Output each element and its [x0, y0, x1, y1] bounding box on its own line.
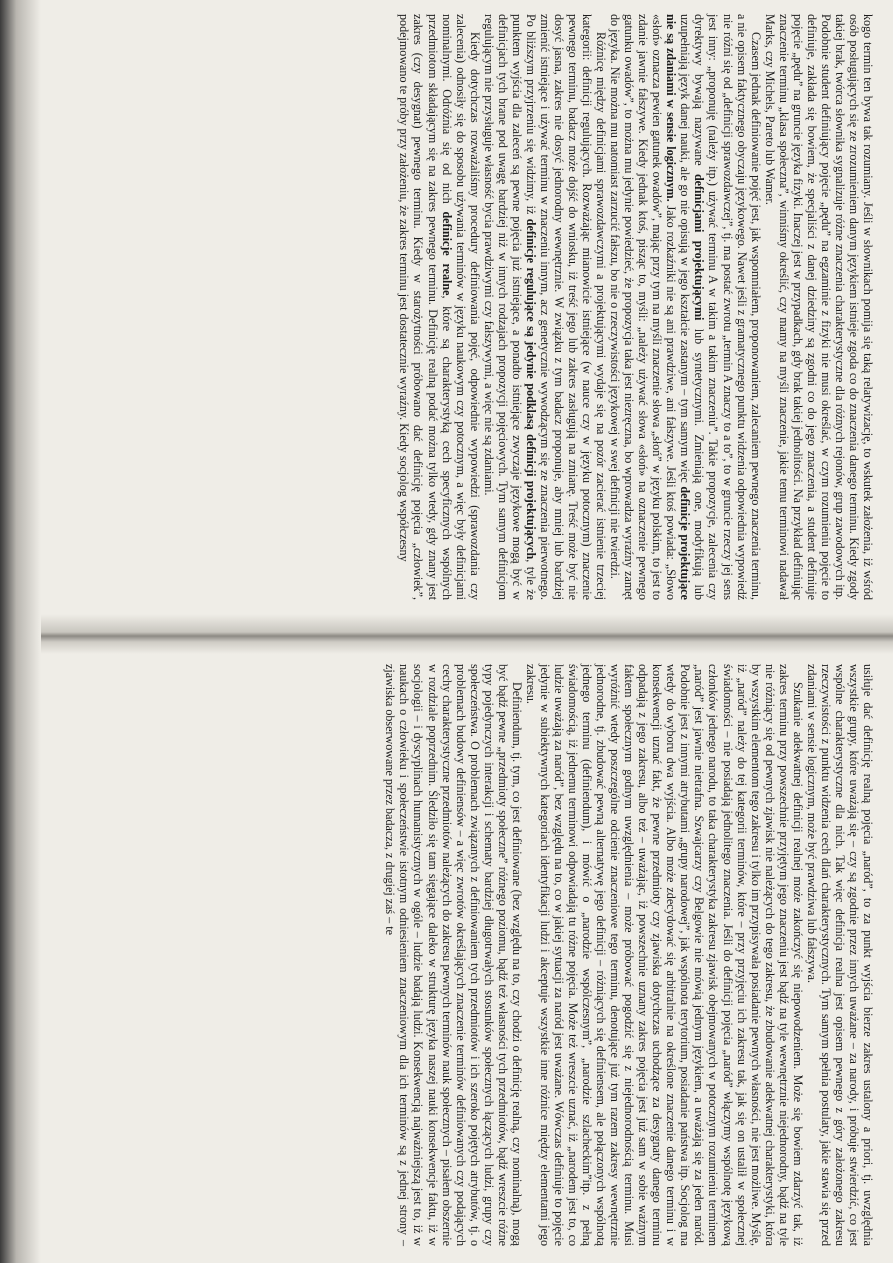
paragraph-text: Szukanie adekwatnej definicji realnej może zakończyć się niepowodzeniem. Może się bowiem zdarzyć tak, iż zakres terminu przy powszechnie przyjętym jego znaczeniu jest bądź na tyle wewnętrznie niejednorodny, bądź na tyle nie różniący się od pewnych zjawisk nie należących do tego zakresu, że zbudowanie adekwatnej charakterystyki, która by wszystkim elementom tego zakresu i tylko im przypisywała posiadanie pewnych własności, nie jest możliwe. Myślę, iż „naród” należy do tej kategorii terminów, które – przy przyjęciu ich zakresu tak, jak się on ustalił w społecznej świadomości – nie posiadają jednolitego znaczenia. Jeśli do definicji pojęcia „naród” włączymy wspólnotę językową członków jednego narodu, to taka charakterystyka zakresu zjawisk obejmowanych w potocznym rozumieniu terminem „naród” jest jawnie nietrafna. Szwajcarzy czy Belgowie nie mówią jednym językiem, a uważają się za jeden naród. Podobnie jest z innymi atrybutami „grupy narodowej”, jak wspólnota terytorium, posiadanie państwa itp. Socjolog ma wtedy do wyboru dwa wyjścia. Albo może zdecydować się arbitralnie na określone znaczenie danego terminu i w konsekwencji uznać fakt, że pewne przedmioty czy zjawiska dotychczas uchodzące za desygnaty danego terminu odpadają z jego zakresu, albo też – uważając, iż powszechnie uznany zakres pojęcia jest już sam w sobie ważnym faktem społecznym godnym uwzględnienia – może próbować pogodzić się z niejednorodnością terminu. Musi wyróżnić wtedy poszczególne odcienie znaczeniowe tego terminu, denotujące już tym razem zakresy wewnętrznie jednorodne, tj. zbudować pewną alternatywę jego definicji – różniących się definiensem, ale połączonych wspólnotą jednego terminu (definiendum), i mówić o „narodzie wspólczesnym”, „narodzie szlacheckim”itp. z pełną świadomością, iż jednemu terminowi odpowiadają tu różne pojęcia. Może też wreszcie uznać, iż „narodem jest to, co ludzie uważają za naród”, bez względu na to, co w jakiej sytuacji za naród jest uważane. Wówczas definiuje to pojęcie jedynie w subiektywnych kategoriach identyfikacji ludzi i akceptuje wszystkie inne różnice między elementami jego zakresu.: [523, 664, 805, 1246]
paragraph-text: , które są charakterystyką cech specyficznych wspólnych przedmiotom składającym się na zakres pewnego terminu. Definicję realną podać można tylko wtedy, gdy znany jest zakres (czy desygnat) pewnego terminu. Kiedy w starożytności próbowano dać definicję pojęcia „człowiek”, podejmowano te próby przy założeniu, że zakres terminu jest dostatecznie wyraźny. Kiedy socjolog współczesny: [397, 14, 454, 600]
paragraph-text: kogo termin ten bywa tak rozumiany. Jeśli w słownikach pomija się taką relatywizację, to wskutek założenia, iż wśród osób posługujących się ze zrozumieniem danym językiem istnieje zgoda co do znaczenia danego terminu. Kiedy zgody takiej brak, twórca słownika sygnalizuje różne znaczenia charakterystyczne dla różnych rejonów, grup zawodowych itp. Podobnie student definiujący pojęcie „pędu” na egzaminie z fizyki nie musi określać, w czym rozumieniu pojęcie to definiuje, zakłada się bowiem, że specjaliści z danej dziedziny są zgodni co do jego znaczenia, a student definiuje pojęcie „pędu” na gruncie języka fizyki. Inaczej jest w przypadkach, gdy brak takiej jednolitości. Na przykład definiując znaczenie terminu „klasa społeczna”, winniśmy określić, czy mamy na myśli znaczenie, jakie temu terminowi nadawał Marks, czy Michels, Pareto lub Wamer.: [762, 14, 875, 600]
bold-term: definicjami projektującymi: [692, 173, 707, 321]
paragraph-text: Definiendum, tj. tym, co jest definiowane (bez względu na to, czy chodzi o definicję realną, czy nominalną), mogą być bądź pewne „przedmioty społeczne” różnego poziomu, bądź też własności tych przedmiotów, bądź wreszcie różne typy pojedynczych interakcji i schematy bardziej długotrwałych stosunków społecznych łączących ludzi, grupy czy społeczeństwa. O problemach związanych z definiowaniem tych przedmiotów i ich szeroko pojętych atrybutów, tj. o problemach budowy definiensów – a więc zwrotów określających znaczenie terminów definiowanych czy podających cechy charakterystyczne przedmiotów należących do zakresu pewnych terminów nauk społecznych – pisałem obszernie w rozdziale poprzednim. Śledziło się tam sięgające daleko w strukturę języka naszej nauki konsekwencje faktu, iż w socjologii – i dyscyplinach humanistycznych w ogóle – ludzie badają ludzi. Konsekwencją najważniejszą jest to, iż w naukach o człowieku i społeczeństwie istotnym odniesieniem znaczeniowym dla ich terminów są z jednej strony – zjawiska obserwowane przez badacza, z drugiej zaś – te: [383, 664, 524, 1246]
left-page-paragraph: [608, 14, 763, 600]
right-page-paragraph: [524, 664, 805, 1246]
paragraph-text: , tyle że punktem wyjścia dla zaleceń są pewne pojęcia już istniejące, a ponadto istniejące zwyczaje językowe mogą być w definicjach tych brane pod uwagę bardziej niż w innych rodzajach propozycji pojęciowych. Tym samym definicjom regulującym nie przysługuje własność bycia prawdziwymi czy fałszywymi, a więc nie są zdaniami.: [481, 14, 538, 600]
paragraph-text: Czasem jednak definiowanie pojęć jest, jak wspomniałem, proponowaniem, zalecaniem pewnego znaczenia terminu, a nie opisem faktycznego obyczaju językowego. Nawet jeśli z gramatycznego punktu widzenia odpowiednia wypowiedź nie różni się od „definicji sprawozdawczej”, tj. ma postać zwrotu „termin A znaczy to a to”, to w gruncie rzeczy jej sens jest inny: „proponuję (należy itp.) używać terminu A w takim a takim znaczeniu”. Takie propozycje, zalecenia czy dyrektywy bywają nazywane: [692, 14, 763, 600]
right-page: [45, 650, 875, 1252]
left-page-paragraph: [482, 14, 608, 600]
bold-term: definicje regulujące są jedynie podklasą definicji projektujących: [523, 218, 538, 560]
left-page: [45, 8, 875, 616]
paragraph-text: usiłuje dać definicję realną pojęcia „naród”, to za punkt wyjścia bierze zakres ustalony a priori, tj. uwzględnia wszystkie grupy, które uważają się – czy są zgodnie przez innych uważane – za narody, i próbuje stwierdzić, co jest wspólne charakterystyczne dla nich. Tak więc definicja realna jest opisem pewnego z góry założonego zakresu rzeczywistości z punktu widzenia cech dlań charakterystycznych. Tym samym spełnia postulaty, jakie stawia się przed zdaniami w sensie logicznym, może być prawdziwa lub fałszywa.: [804, 664, 875, 1246]
paragraph-text: Różnicę między definicjami sprawozdawczymi a projektującymi wydaje się na pozór zacierać istnienie trzeciej kategorii: definicji regulujących. Rozważając mianowicie istniejące (w nauce czy w języku potocznym) znaczenie pewnego terminu, badacz może dojść do wniosku, iż treść jego lub zakres zasługują na zmianę. Treść może być nie dosyć jasna, zakres nie dosyć jednorodny wewnętrznie. W związku z tym badacz proponuje, aby mniej lub bardziej zmienić istniejące i używać terminu w znaczeniu innym, acz genetycznie wywodzącym się ze znaczenia pierwotnego. Po bliższym przyjrzeniu się widzimy, iż: [523, 14, 609, 600]
bold-term: definicje projektujące nie są zdaniami w sensie logicznym.: [664, 14, 693, 600]
right-page-paragraph: [383, 664, 523, 1246]
book-spine: [0, 614, 893, 654]
left-page-paragraph: [763, 14, 875, 600]
left-page-paragraph: [397, 14, 481, 600]
right-page-paragraph: [805, 664, 875, 1246]
paragraph-text: Kiedy dotychczas rozważaliśmy procedury definiowania pojęć, odpowiednie wypowiedzi (sprawozdania czy zalecenia) odnosiły się do sposobu używania terminów w języku naukowym czy potocznym, a więc były definicjami nominalnymi. Odróżnia się od nich: [439, 14, 482, 600]
paragraph-text: lub syntetycznymi. Zmieniają one, modyfikują lub uzupełniają język danej nauki, ale go nie opisują w jego kształcie zastanym – tym samym więc: [678, 14, 707, 601]
page-edge-shadow: [0, 0, 41, 1263]
paragraph-text: Jako rozkaźniki nie są ani prawdziwe, ani fałszywe. Jeśli ktoś powiada: „Słowo «słoń» oznacza pewien gatunek owadów”, mając przy tym na myśli znaczenie słowa „słoń” w języku polskim, to jest to zdanie jawnie fałszywe. Kiedy jednak ktoś, pisząc to, myśli: „należy używać słowa «słoń» na oznaczenie pewnego gatunku owadów”, to można mu jedynie powiedzieć, że propozycja taka jest niezręczna, bo wprowadza wyraźny zamęt do języka. Nie można mu natomiast zarzucić fałszu, bo nie o rzeczywistości językowej w swej definicji nie twierdzi.: [608, 14, 679, 600]
bold-term: definicje realne: [439, 211, 454, 296]
